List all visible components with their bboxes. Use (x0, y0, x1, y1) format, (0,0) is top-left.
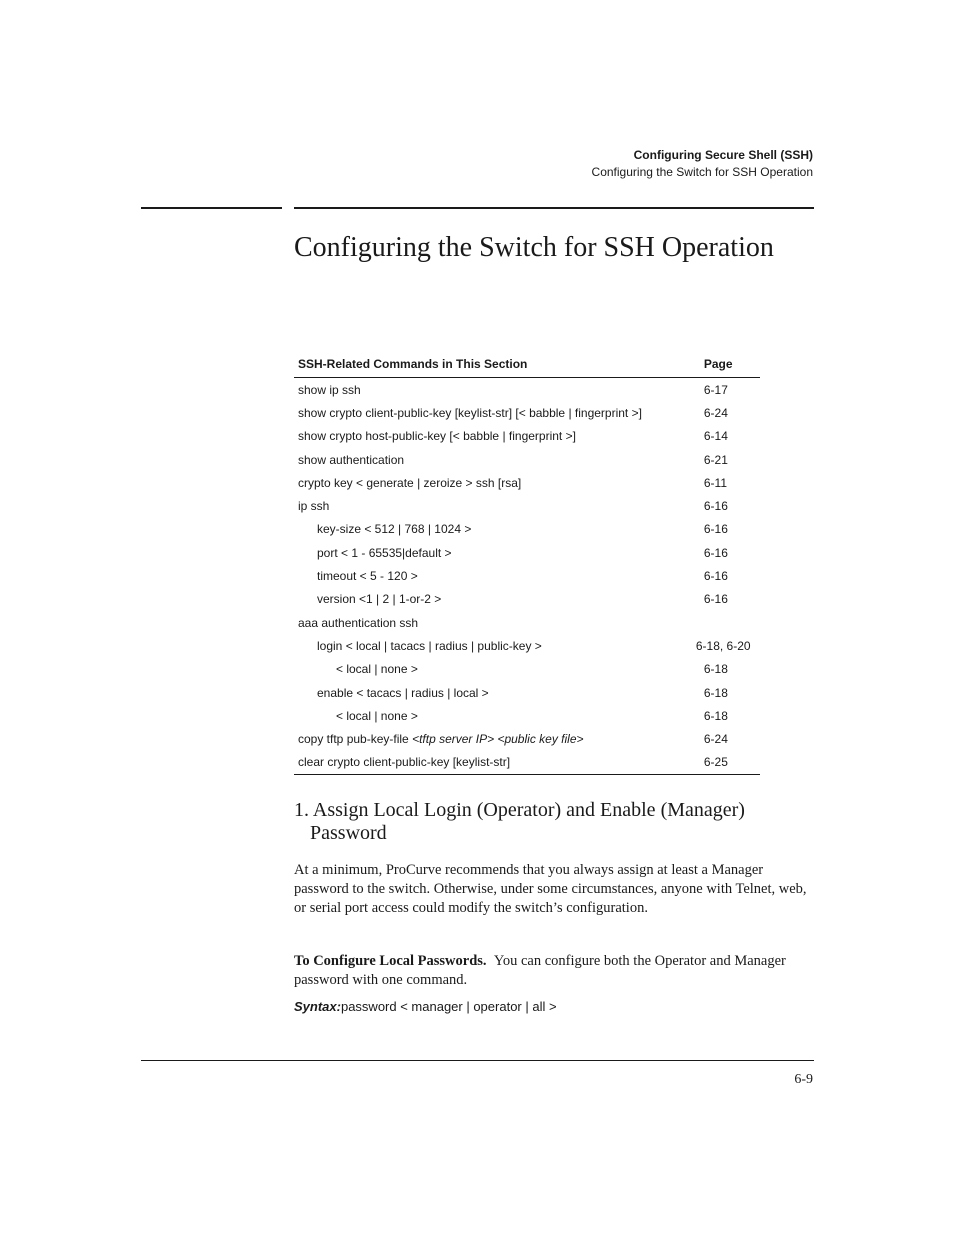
commands-table (294, 352, 760, 775)
page-cell: 6-24 (703, 405, 728, 420)
syntax-line (294, 999, 557, 1014)
configure-lead: To Configure Local Passwords. (294, 953, 487, 969)
running-head (592, 147, 813, 181)
page-cell: 6-16 (703, 499, 728, 514)
intro-paragraph: At a minimum, ProCurve recommends that you always assign at least a Manager password to the switch. Otherwise, under some circumstances, anyone with Telnet, web, or serial port access could modify the switch’s configuration. (294, 862, 807, 916)
command-cell: port < 1 - 65535|default > (317, 545, 452, 560)
command-cell: < local | none > (336, 708, 418, 723)
section-heading-line2: Password (310, 822, 387, 844)
command-cell: show crypto client-public-key [keylist-str] [< babble | fingerprint >] (298, 405, 642, 420)
page-title: Configuring the Switch for SSH Operation (294, 232, 774, 263)
table-row (294, 494, 760, 517)
syntax-text: password < manager | operator | all > (340, 999, 557, 1014)
configure-paragraph (294, 952, 814, 990)
command-cell: clear crypto client-public-key [keylist-str] (294, 751, 668, 775)
table-row (294, 658, 760, 681)
table-row (294, 425, 760, 448)
page-cell: 6-14 (703, 429, 728, 444)
header-rule-left (141, 207, 282, 209)
command-arg-tftp-server: <tftp server IP> (412, 732, 495, 747)
command-cell: enable < tacacs | radius | local > (317, 685, 489, 700)
header-command: SSH-Related Commands in This Section (294, 352, 668, 378)
command-cell: version <1 | 2 | 1-or-2 > (317, 592, 442, 607)
page-cell: 6-21 (703, 452, 728, 467)
syntax-label: Syntax: (294, 999, 341, 1014)
page-cell: 6-16 (703, 592, 728, 607)
table-row (294, 471, 760, 494)
command-prefix: copy tftp pub-key-file (298, 732, 413, 747)
header-page: Page (668, 352, 760, 378)
page-number: 6-9 (794, 1072, 813, 1087)
running-head-section: Configuring the Switch for SSH Operation (591, 165, 813, 179)
command-cell: aaa authentication ssh (298, 615, 419, 630)
command-cell (294, 727, 668, 750)
page-cell: 6-18 (703, 708, 728, 723)
table-row (294, 588, 760, 611)
page-cell: 6-17 (703, 382, 728, 397)
page-cell: 6-24 (703, 732, 728, 747)
footer-rule (141, 1060, 814, 1061)
table-row (294, 564, 760, 587)
table-row (294, 611, 760, 634)
command-cell: timeout < 5 - 120 > (317, 569, 418, 584)
page-cell: 6-25 (668, 751, 760, 775)
table-row (294, 681, 760, 704)
command-cell: login < local | tacacs | radius | public-key > (317, 638, 542, 653)
table-row (294, 751, 760, 775)
header-rule-right (294, 207, 814, 209)
table-row (294, 448, 760, 471)
section-heading (294, 799, 819, 845)
page-cell: 6-18 (703, 662, 728, 677)
table-row (294, 704, 760, 727)
page-cell: 6-16 (703, 569, 728, 584)
table-header-row (294, 352, 760, 378)
page-cell: 6-18 (703, 685, 728, 700)
table-row (294, 727, 760, 750)
command-cell: show authentication (298, 452, 405, 467)
table-row (294, 378, 760, 402)
command-cell: key-size < 512 | 768 | 1024 > (317, 522, 472, 537)
running-head-chapter: Configuring Secure Shell (SSH) (633, 148, 813, 162)
command-cell: crypto key < generate | zeroize > ssh [rsa] (298, 475, 522, 490)
section-heading-line1: 1. Assign Local Login (Operator) and Enable (Manager) (294, 799, 745, 821)
command-cell: < local | none > (336, 662, 418, 677)
table-row (294, 541, 760, 564)
table-row (294, 518, 760, 541)
command-cell: ip ssh (298, 499, 330, 514)
page-cell: 6-18, 6-20 (695, 638, 751, 653)
page-cell: 6-11 (703, 475, 728, 490)
command-cell: show crypto host-public-key [< babble | fingerprint >] (298, 429, 576, 444)
table-row (294, 634, 760, 657)
table-row (294, 401, 760, 424)
page-cell (668, 611, 760, 634)
command-arg-key-file: <public key file> (497, 732, 584, 747)
configure-body: You can configure both the Operator and Manager password with one command. (294, 953, 786, 988)
page-cell: 6-16 (703, 522, 728, 537)
page-cell: 6-16 (703, 545, 728, 560)
command-cell: show ip ssh (298, 382, 361, 397)
